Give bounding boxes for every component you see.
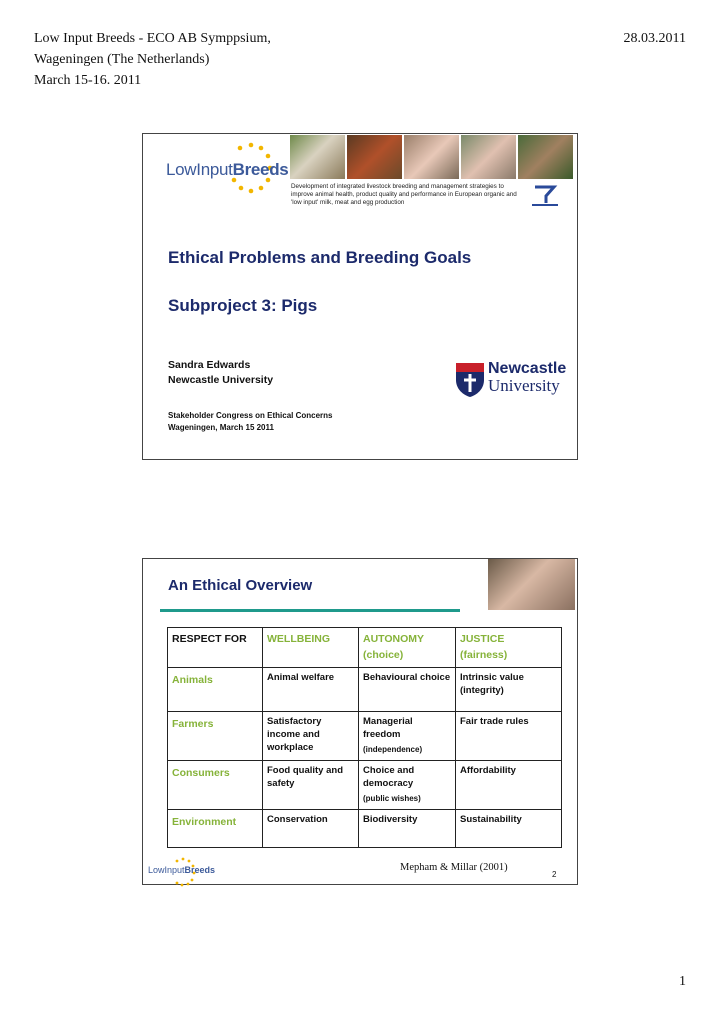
table-corner: RESPECT FOR — [168, 628, 263, 668]
table-cell: Food quality and safety — [263, 761, 359, 810]
table-row — [168, 668, 562, 712]
citation: Mepham & Millar (2001) — [400, 862, 508, 873]
livestock-photo-strip — [290, 135, 573, 179]
table-row — [168, 712, 562, 761]
fp7-logo-icon — [532, 183, 558, 207]
slide-1-subtitle: Subproject 3: Pigs — [168, 296, 318, 315]
ethical-matrix-table — [167, 627, 562, 848]
small-logo-part-1: LowInput — [148, 865, 185, 875]
row-label: Consumers — [168, 761, 263, 810]
event-line-2: Wageningen, March 15 2011 — [168, 423, 274, 432]
row-label: Animals — [168, 668, 263, 712]
table-cell: Fair trade rules — [456, 712, 562, 761]
table-cell: Affordability — [456, 761, 562, 810]
column-header-justice — [456, 628, 562, 668]
university-logo-line-1: Newcastle — [488, 360, 567, 377]
column-label: WELLBEING — [267, 633, 330, 645]
table-cell: Sustainability — [456, 810, 562, 848]
project-description: Development of integrated livestock breeding and management strategies to improve animal health, product quality and performance in European organic and 'low input' milk, meat and egg production — [291, 183, 517, 206]
small-logo-part-2: Breeds — [184, 865, 216, 875]
author-affiliation: Newcastle University — [168, 374, 274, 386]
event-info — [168, 410, 332, 434]
hen-photo — [347, 135, 402, 179]
table-cell: Animal welfare — [263, 668, 359, 712]
column-sublabel: (choice) — [363, 649, 404, 661]
column-label: AUTONOMY — [363, 633, 425, 645]
table-cell: Behavioural choice — [359, 668, 456, 712]
slide-1-title: Ethical Problems and Breeding Goals — [168, 248, 472, 267]
sheep-photo — [290, 135, 345, 179]
page-header-date: 28.03.2011 — [623, 31, 686, 46]
row-label: Environment — [168, 810, 263, 848]
column-header-autonomy — [359, 628, 456, 668]
table-cell: Intrinsic value (integrity) — [456, 668, 562, 712]
university-crest-icon — [455, 362, 485, 398]
table-header-row — [168, 628, 562, 668]
header-line-2: Wageningen (The Netherlands) — [34, 52, 210, 67]
lowinputbreeds-logo — [166, 160, 288, 180]
slide-2-title: An Ethical Overview — [168, 577, 313, 594]
table-cell: Satisfactory income and workplace — [263, 712, 359, 761]
event-line-1: Stakeholder Congress on Ethical Concerns — [168, 411, 333, 420]
column-label: JUSTICE — [460, 633, 505, 645]
table-cell — [359, 761, 456, 810]
table-cell: Biodiversity — [359, 810, 456, 848]
university-logo-line-2: University — [488, 376, 560, 395]
logo-part-2: Breeds — [232, 160, 289, 179]
page-number: 1 — [679, 974, 686, 989]
cell-text: Managerial freedom — [363, 716, 413, 740]
cell-note: (public wishes) — [363, 794, 421, 803]
cell-note: (independence) — [363, 745, 423, 754]
title-underline — [160, 609, 460, 612]
table-row — [168, 810, 562, 848]
pig-photo-1 — [404, 135, 459, 179]
table-cell: Conservation — [263, 810, 359, 848]
university-logo-text — [488, 360, 566, 394]
cow-photo — [518, 135, 573, 179]
column-header-wellbeing — [263, 628, 359, 668]
table-row — [168, 761, 562, 810]
table-cell — [359, 712, 456, 761]
column-sublabel: (fairness) — [460, 649, 508, 661]
author-block — [168, 358, 273, 388]
pigs-photo — [488, 559, 575, 610]
lowinputbreeds-small-logo — [148, 865, 215, 875]
logo-part-1: LowInput — [166, 160, 233, 179]
row-label: Farmers — [168, 712, 263, 761]
slide-number: 2 — [552, 870, 557, 879]
header-line-1: Low Input Breeds - ECO AB Symppsium, — [34, 31, 271, 46]
pig-photo-2 — [461, 135, 516, 179]
cell-text: Choice and democracy — [363, 765, 415, 789]
page-header-left — [34, 28, 271, 91]
author-name: Sandra Edwards — [168, 359, 251, 371]
header-line-3: March 15-16. 2011 — [34, 73, 142, 88]
